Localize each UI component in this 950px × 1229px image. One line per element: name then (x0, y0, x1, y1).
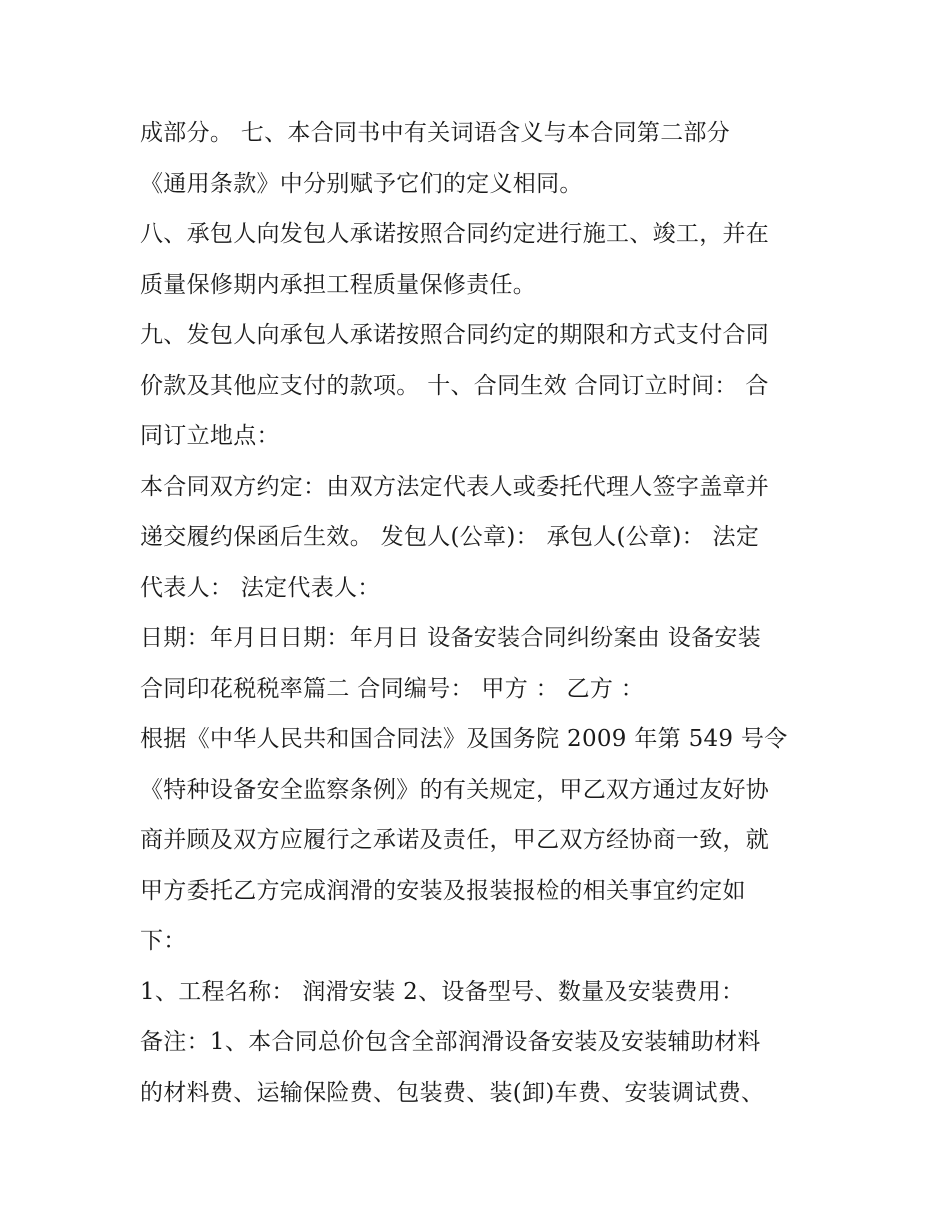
text-line: 成部分。 七、本合同书中有关词语含义与本合同第二部分 (140, 120, 731, 146)
text-line: 下： (140, 928, 187, 954)
text-line: 《特种设备安全监察条例》的有关规定，甲乙双方通过友好协 (140, 776, 770, 803)
text-line: 日期：年月日日期：年月日 设备安装合同纠纷案由 设备安装 (140, 625, 762, 651)
text-line: 1、工程名称： 润滑安装 2、设备型号、数量及安装费用： (140, 978, 745, 1005)
text-line: 代表人： 法定代表人： (140, 574, 381, 601)
text-line: 的材料费、运输保险费、包装费、装(卸)车费、安装调试费、 (140, 1079, 765, 1106)
text-line: 同订立地点： (140, 423, 280, 449)
document-body (140, 108, 820, 1118)
text-line: 合同印花税税率篇二 合同编号： 甲方 ： 乙方 ： (140, 675, 645, 702)
text-line: 递交履约保函后生效。 发包人(公章)： 承包人(公章)： 法定 (140, 524, 760, 550)
text-line: 甲方委托乙方完成润滑的安装及报装报检的相关事宜约定如 (140, 877, 746, 904)
text-line: 质量保修期内承担工程质量保修责任。 (140, 271, 537, 298)
text-line: 商并顾及双方应履行之承诺及责任，甲乙双方经协商一致，就 (140, 827, 770, 853)
text-line: 八、承包人向发包人承诺按照合同约定进行施工、竣工，并在 (140, 221, 770, 247)
text-line: 备注：1、本合同总价包含全部润滑设备安装及安装辅助材料 (140, 1029, 761, 1055)
text-line: 九、发包人向承包人承诺按照合同约定的期限和方式支付合同 (140, 322, 770, 348)
text-line: 根据《中华人民共和国合同法》及国务院 2009 年第 549 号令 (140, 726, 788, 752)
text-line: 《通用条款》中分别赋予它们的定义相同。 (140, 170, 583, 197)
text-line: 价款及其他应支付的款项。 十、合同生效 合同订立时间： 合 (140, 372, 769, 399)
text-line: 本合同双方约定：由双方法定代表人或委托代理人签字盖章并 (140, 473, 770, 500)
